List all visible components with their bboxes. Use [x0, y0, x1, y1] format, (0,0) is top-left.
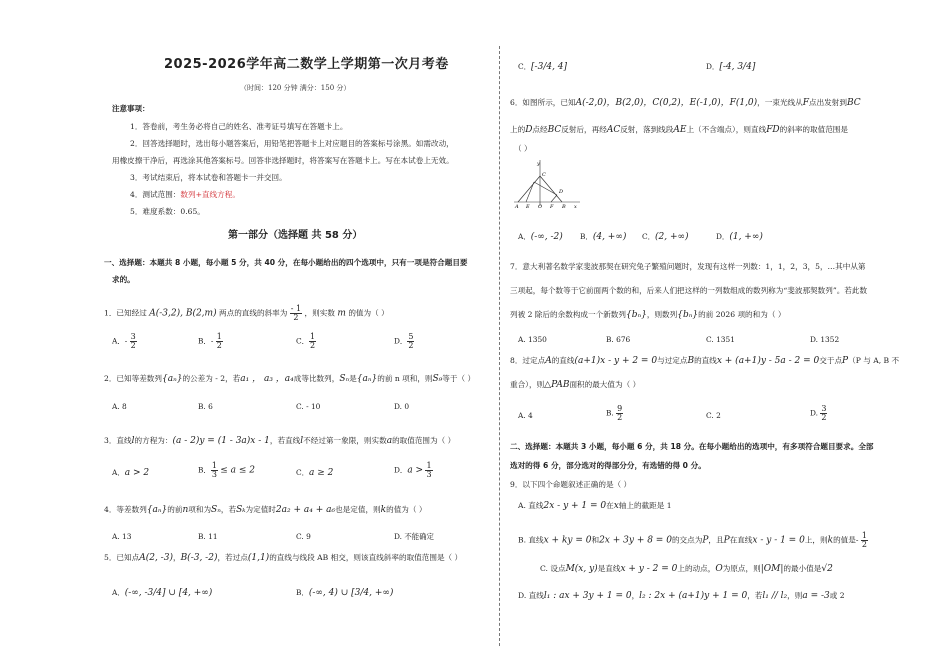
question-4-stem: 4．等差数列{aₙ}的前n项和为Sₙ，若Sₖ为定值时2a₂ + a₄ + a₆也是定值，则k的值为（ ） — [104, 505, 427, 515]
q8-option-c: C. 2 — [706, 411, 721, 420]
q4-option-b: B. 11 — [198, 532, 218, 541]
q2-terms: a₁ ， a₃ ，a₄ — [240, 374, 294, 384]
question-3-stem: 3．直线l的方程为：(a - 2)y = (1 - 3a)x - 1，若直线l不经过第一象限，则实数a的取值范围为（ ） — [104, 436, 456, 446]
question-7-line-3: 列被 2 除后的余数构成一个新数列{bₙ}，则数列{bₙ}的前 2026 项的和为（ ） — [510, 310, 786, 320]
q2-option-c: C. - 10 — [296, 402, 321, 411]
ray-final — [526, 182, 534, 202]
part1-title: 第一部分（选择题 共 58 分） — [228, 230, 363, 241]
question-7-line-1: 7．意大利著名数学家斐波那契在研究兔子繁殖问题时，发现有这样一列数：1，1，2，3，5，…其中从第 — [510, 262, 866, 271]
question-6-line-3: （ ） — [514, 144, 532, 153]
exam-subtitle: （时间：120 分钟 满分：150 分） — [240, 84, 351, 92]
column-divider — [499, 46, 500, 646]
notice-item-4-label: 4．测试范围： — [130, 190, 181, 199]
question-7-line-2: 三项起，每个数等于它前面两个数的和，后来人们把这样的一列数组成的数列称为“斐波那契数列”。若此数 — [510, 286, 868, 295]
q1-option-a: A．- $\frac{3}{2}$ — [112, 332, 136, 350]
exam-title: 2025-2026学年高二数学上学期第一次月考卷 — [164, 57, 449, 72]
label-c: C — [542, 172, 546, 178]
q1-text-d: 的值为（ ） — [348, 308, 389, 318]
q5-option-a: A．(-∞, -3/4] ∪ [4, +∞) — [112, 588, 213, 598]
q3-option-d: D．a > $\frac{1}{3}$ — [394, 461, 432, 479]
label-x: x — [574, 204, 577, 208]
question-5-stem: 5．已知点A(2, -3)，B(-3, -2)，若过点(1,1)的直线与线段 AB 相交，则该直线斜率的取值范围是（ ） — [104, 553, 463, 563]
q1-slope: $\frac{- 1}{2}$ — [290, 304, 302, 322]
q1-var: m — [337, 308, 346, 319]
question-1-stem — [104, 305, 389, 322]
q2-option-b: B. 6 — [198, 402, 213, 411]
test-range-value: 数列+直线方程。 — [180, 190, 240, 199]
q6-option-c: C．(2, +∞) — [642, 232, 689, 242]
q1-option-d: D． $\frac{5}{2}$ — [394, 332, 414, 350]
section1-instructions-1: 一、选择题：本题共 8 小题，每小题 5 分，共 40 分，在每小题给出的四个选项中，只有一项是符合题目要 — [104, 258, 468, 267]
q6-option-a: A．(-∞, -2) — [518, 232, 563, 242]
q1-option-b: B．- $\frac{1}{2}$ — [198, 332, 222, 350]
q8-option-d: D. $\frac{3}{2}$ — [810, 404, 827, 422]
q8-option-a: A. 4 — [518, 411, 533, 420]
question-8-line-1: 8．过定点A的直线(a+1)x - y + 2 = 0与过定点B的直线x + (a+1)y - 5a - 2 = 0交于点P（P 与 A, B 不 — [510, 356, 900, 366]
notice-item-5: 5．难度系数：0.65。 — [130, 207, 205, 216]
question-8-line-2: 重合），则△PAB面积的最大值为（ ） — [510, 380, 641, 390]
q9-option-b: B. 直线x + ky = 0和2x + 3y + 8 = 0的交点为P，且P在直线x - y - 1 = 0上，则k的值是- $\frac{1}{2}$ — [518, 531, 867, 549]
q2-option-d: D. 0 — [394, 402, 410, 411]
question-9-stem: 9．以下四个命题叙述正确的是（ ） — [510, 480, 632, 489]
q6-points: A(-2,0)，B(2,0)，C(0,2)，E(-1,0)，F(1,0) — [575, 98, 758, 108]
question-6-line-2: 上的D点经BC反射后，再经AC反射，落到线段AE上（不含端点），则直线FD的斜率的取值范围是 — [510, 125, 848, 135]
q9-option-a: A. 直线2x - y + 1 = 0在x轴上的截距是 1 — [518, 501, 672, 511]
q1-text-a: 1．已知经过 — [104, 308, 147, 318]
q4-option-d: D. 不能确定 — [394, 532, 434, 541]
q9-option-c: C. 设点M(x, y)是直线x + y - 2 = 0上的动点，O为原点，则|OM|的最小值是√2 — [540, 564, 833, 574]
q1-option-c: C． $\frac{1}{2}$ — [296, 332, 316, 350]
label-b: B — [562, 204, 566, 208]
ray-fd — [551, 195, 557, 202]
q5-option-d: D．[-4, 3/4] — [706, 62, 756, 72]
label-a: A — [515, 204, 519, 208]
q7-option-b: B. 676 — [606, 335, 631, 344]
q4-expression: 2a₂ + a₄ + a₆ — [275, 505, 336, 515]
q3-option-b: B． $\frac{1}{3}$ ≤ a ≤ 2 — [198, 461, 256, 479]
notice-item-2: 2．回答选择题时，选出每小题答案后，用铅笔把答题卡上对应题目的答案标号涂黑。如需改动， — [130, 139, 454, 148]
q5-option-c: C．[-3/4, 4] — [518, 62, 568, 72]
q7-option-a: A. 1350 — [518, 335, 547, 344]
q9-option-d: D. 直线l₁ : ax + 3y + 1 = 0，l₂ : 2x + (a+1)y + 1 = 0，若l₁ // l₂，则a = -3或 2 — [518, 591, 845, 601]
q1-points: A(-3,2), B(2,m) — [149, 308, 217, 319]
q4-option-a: A. 13 — [112, 532, 132, 541]
notice-item-4 — [130, 190, 240, 199]
q2-option-a: A. 8 — [112, 402, 127, 411]
label-d: D — [559, 189, 564, 195]
q3-option-c: C．a ≥ 2 — [296, 468, 334, 478]
q6-option-b: B．(4, +∞) — [580, 232, 627, 242]
label-o: O — [538, 204, 543, 208]
notice-item-1: 1．答卷前，考生务必将自己的姓名、准考证号填写在答题卡上。 — [130, 122, 348, 131]
segment-ac — [518, 176, 540, 202]
section1-instructions-2: 求的。 — [112, 275, 135, 284]
notice-item-3: 3．考试结束后，将本试卷和答题卡一并交回。 — [130, 173, 287, 182]
q4-option-c: C. 9 — [296, 532, 311, 541]
q3-equation: (a - 2)y = (1 - 3a)x - 1 — [172, 436, 270, 446]
notice-heading: 注意事项： — [112, 104, 150, 113]
q8-option-b: B. $\frac{9}{2}$ — [606, 404, 623, 422]
q7-option-d: D. 1352 — [810, 335, 840, 344]
question-2-stem: 2．已知等差数列{aₙ}的公差为 - 2，若a₁ ， a₃ ，a₄成等比数列，Sₙ是{aₙ}的前 n 项和，则S₉等于（ ） — [104, 374, 476, 384]
label-f: F — [550, 204, 554, 208]
q2-seq: {aₙ} — [162, 374, 183, 384]
label-e: E — [526, 204, 530, 208]
notice-item-2-cont: 用橡皮擦干净后，再选涂其他答案标号。回答非选择题时，将答案写在答题卡上。写在本试卷上无效。 — [112, 156, 454, 165]
q6-option-d: D．(1, +∞) — [716, 232, 763, 242]
label-y: y — [537, 161, 540, 167]
section2-instructions-1: 二、选择题：本题共 3 小题，每小题 6 分，共 18 分。在每小题给出的选项中，有多项符合题目要求。全部 — [510, 442, 874, 451]
q1-text-c: ，则实数 — [304, 308, 335, 318]
q5-option-b: B．(-∞, 4) ∪ [3/4, +∞) — [296, 588, 394, 598]
q1-text-b: 两点的直线的斜率为 — [219, 308, 288, 318]
ray-reflect — [534, 182, 557, 195]
q6-light-diagram — [512, 158, 582, 208]
q7-option-c: C. 1351 — [706, 335, 735, 344]
q3-option-a: A．a > 2 — [112, 468, 150, 478]
question-6-line-1: 6．如图所示，已知A(-2,0)，B(2,0)，C(0,2)，E(-1,0)，F(1,0)，一束光线从F点出发射到BC — [510, 98, 861, 108]
section2-instructions-2: 选对的得 6 分，部分选对的得部分分，有选错的得 0 分。 — [510, 461, 706, 470]
